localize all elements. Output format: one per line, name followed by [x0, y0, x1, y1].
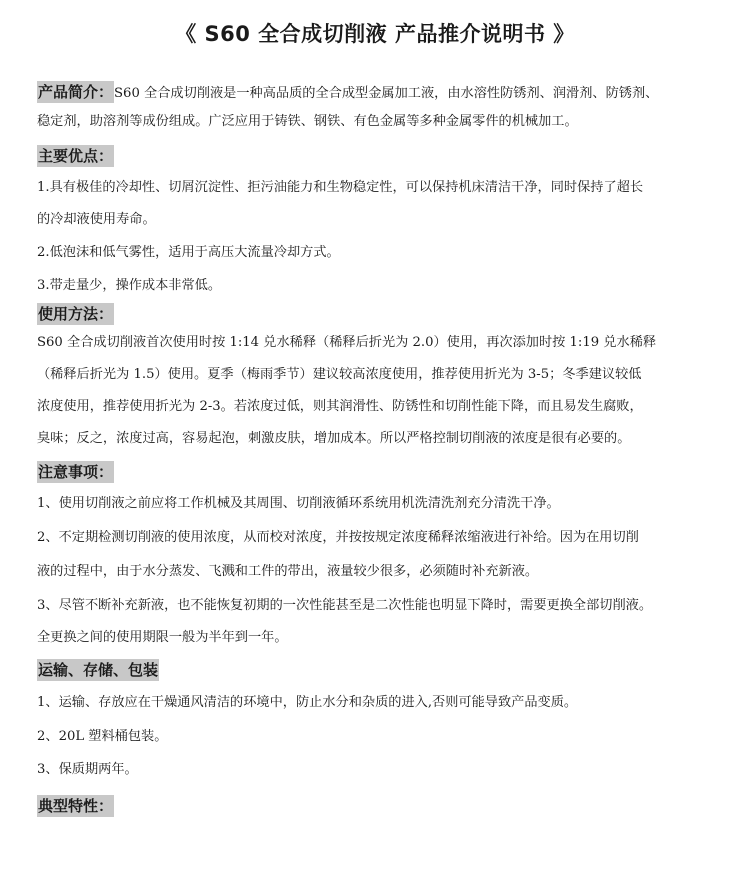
transport-heading: 运输、存储、包装: [38, 661, 159, 679]
document-title: 《 S60 全合成切削液 产品推介说明书 》: [175, 22, 575, 46]
transport-line: 1、运输、存放应在干燥通风清洁的环境中，防止水分和杂质的进入,否则可能导致产品变质。: [37, 695, 578, 710]
usage-line: （稀释后折光为 1.5）使用。夏季（梅雨季节）建议较高浓度使用，推荐使用折光为 3-5；冬季建议较低: [37, 367, 642, 382]
notes-heading: 注意事项：: [38, 463, 114, 481]
intro-text-line-1: S60 全合成切削液是一种高品质的全合成型金属加工液，由水溶性防锈剂、润滑剂、防锈剂、: [114, 86, 659, 101]
usage-line: 臭味；反之，浓度过高，容易起泡，刺激皮肤，增加成本。所以严格控制切削液的浓度是很有必要的。: [37, 431, 631, 446]
usage-line: S60 全合成切削液首次使用时按 1:14 兑水稀释（稀释后折光为 2.0）使用，再次添加时按 1:19 兑水稀释: [37, 335, 657, 350]
advantages-line: 的冷却液使用寿命。: [37, 212, 156, 227]
typical-heading: 典型特性：: [38, 797, 114, 815]
transport-line: 3、保质期两年。: [37, 762, 138, 777]
intro-text-line-2: 稳定剂，助溶剂等成份组成。广泛应用于铸铁、钢铁、有色金属等多种金属零件的机械加工。: [37, 114, 578, 129]
advantages-heading: 主要优点：: [38, 147, 114, 165]
intro-first-line: [37, 81, 658, 105]
transport-line: 2、20L 塑料桶包装。: [37, 729, 168, 744]
advantages-line: 3.带走量少，操作成本非常低。: [37, 278, 222, 293]
notes-line: 3、尽管不断补充新液，也不能恢复初期的一次性能甚至是二次性能也明显下降时，需要更换全部切削液。: [37, 598, 653, 613]
notes-line: 2、不定期检测切削液的使用浓度，从而校对浓度，并按按规定浓度稀释浓缩液进行补给。因为在用切削: [37, 530, 639, 545]
notes-line: 液的过程中，由于水分蒸发、飞溅和工件的带出，液量较少很多，必须随时补充新液。: [37, 564, 539, 579]
advantages-line: 1.具有极佳的冷却性、切屑沉淀性、拒污油能力和生物稳定性，可以保持机床清洁干净，同时保持了超长: [37, 180, 644, 195]
notes-line: 全更换之间的使用期限一般为半年到一年。: [37, 630, 288, 645]
usage-line: 浓度使用，推荐使用折光为 2-3。若浓度过低，则其润滑性、防锈性和切削性能下降，而且易发生腐败，: [37, 399, 643, 414]
advantages-line: 2.低泡沫和低气雾性，适用于高压大流量冷却方式。: [37, 245, 340, 260]
usage-heading: 使用方法：: [38, 305, 114, 323]
intro-heading: 产品简介：: [38, 83, 114, 101]
notes-line: 1、使用切削液之前应将工作机械及其周围、切削液循环系统用机洗清洗剂充分清洗干净。: [37, 496, 560, 511]
